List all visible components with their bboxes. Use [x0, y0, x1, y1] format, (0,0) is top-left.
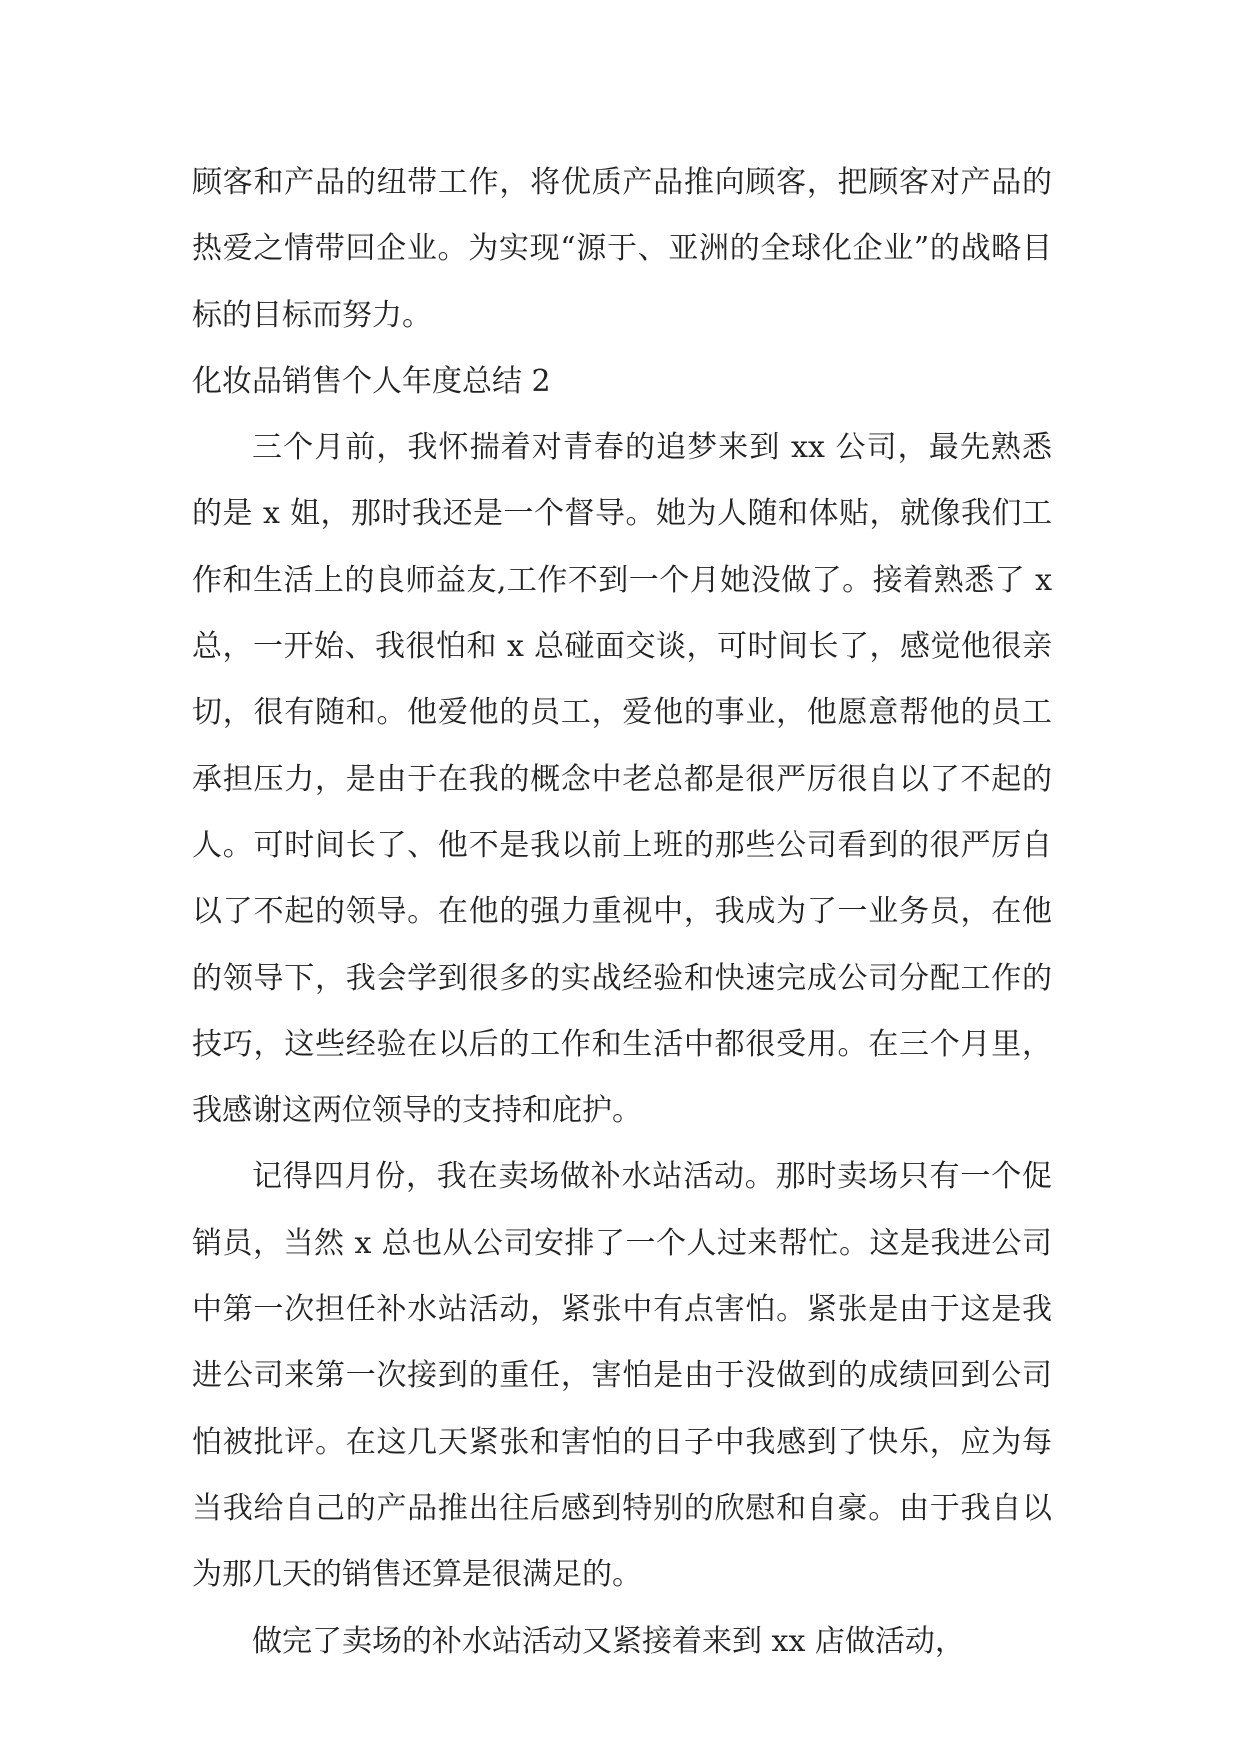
document-page	[192, 150, 1052, 1675]
opening-paragraph: 顾客和产品的纽带工作，将优质产品推向顾客，把顾客对产品的热爱之情带回企业。为实现“源于、亚洲的全球化企业”的战略目标的目标而努力。	[192, 165, 1052, 333]
body-paragraph-3: 做完了卖场的补水站活动又紧接着来到 xx 店做活动，	[252, 1623, 965, 1659]
section-heading: 化妆品销售个人年度总结 2	[192, 363, 551, 399]
body-paragraph-2: 记得四月份，我在卖场做补水站活动。那时卖场只有一个促销员，当然 x 总也从公司安排了一个人过来帮忙。这是我进公司中第一次担任补水站活动，紧张中有点害怕。紧张是由于这是我进公司来第一次接到的重任，害怕是由于没做到的成绩回到公司怕被批评。在这几天紧张和害怕的日子中我感到了快乐，应为每当我给自己的产品推出往后感到特别的欣慰和自豪。由于我自以为那几天的销售还算是很满足的。	[192, 1159, 1052, 1593]
body-paragraph-1: 三个月前，我怀揣着对青春的追梦来到 xx 公司，最先熟悉的是 x 姐，那时我还是一个督导。她为人随和体贴，就像我们工作和生活上的良师益友,工作不到一个月她没做了。接着熟悉了 x 总，一开始、我很怕和 x 总碰面交谈，可时间长了，感觉他很亲切，很有随和。他爱他的员工，爱他的事业，他愿意帮他的员工承担压力，是由于在我的概念中老总都是很严厉很自以了不起的人。可时间长了、他不是我以前上班的那些公司看到的很严厉自以了不起的领导。在他的强力重视中，我成为了一业务员，在他的领导下，我会学到很多的实战经验和快速完成公司分配工作的技巧，这些经验在以后的工作和生活中都很受用。在三个月里，我感谢这两位领导的支持和庇护。	[192, 430, 1052, 1129]
